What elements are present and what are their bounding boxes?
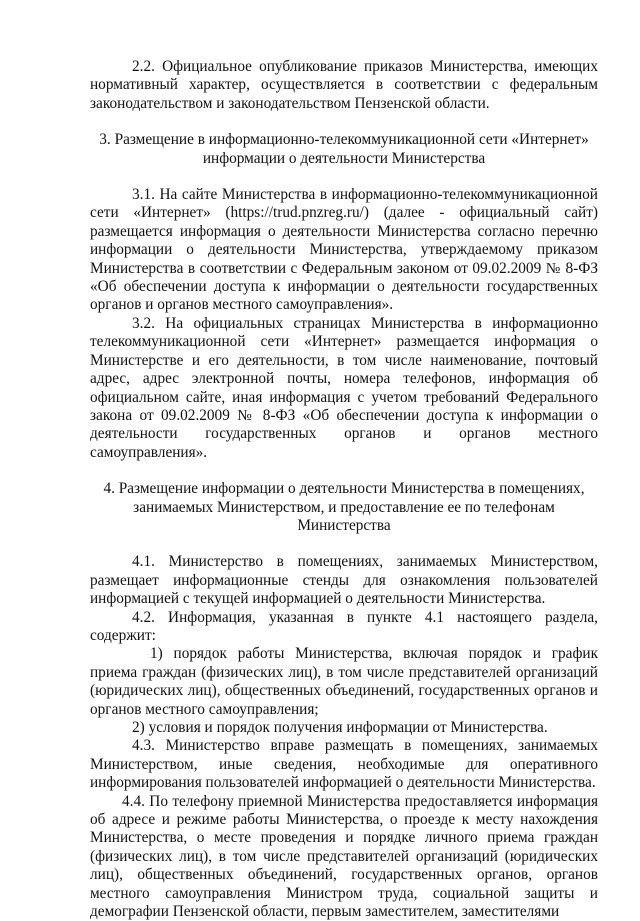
spacer xyxy=(90,462,598,480)
section-heading-3: 3. Размещение в информационно-телекоммуникационной сети «Интернет» информации о деятельности Министерства xyxy=(99,131,589,167)
document-page xyxy=(90,58,598,921)
spacer xyxy=(90,113,598,131)
paragraph-4-4: 4.4. По телефону приемной Министерства предоставляется информация об адресе и режиме работы Министерства, о проезде к месту нахождения Министерства, о месте проведения и порядке личного приема граждан (физических лиц), в том числе представителей организаций (юридических лиц), общественных объединений, государственных органов, органов местного самоуправления Министром труда, социальной защиты и демографии Пензенской области, первым заместителем, заместителями xyxy=(90,792,598,921)
paragraph-2-2: 2.2. Официальное опубликование приказов Министерства, имеющих нормативный характер, осуществляется в соответствии с федеральным законодательством и законодательством Пензенской области. xyxy=(90,58,598,112)
paragraph-4-1: 4.1. Министерство в помещениях, занимаемых Министерством, размещает информационные стенды для ознакомления пользователей информацией с текущей информацией о деятельности Министерства. xyxy=(90,553,598,608)
section-heading-4: 4. Размещение информации о деятельности Министерства в помещениях, занимаемых Министерством, и предоставление ее по телефонам Министерства xyxy=(103,480,585,534)
paragraph-3-2: 3.2. На официальных страницах Министерства в информационно телекоммуникационной сети «Интернет» размещается информация о Министерстве и его деятельности, в том числе наименование, почтовый адрес, адрес электронной почты, номера телефонов, информация об официальном сайте, иная информация с учетом требований Федерального закона от 09.02.2009 № 8-ФЗ «Об обеспечении доступа к информации о деятельности государственных органов и органов местного самоуправления». xyxy=(90,314,598,461)
paragraph-4-2: 4.2. Информация, указанная в пункте 4.1 настоящего раздела, содержит: xyxy=(90,608,598,644)
paragraph-4-2-item-2: 2) условия и порядок получения информации от Министерства. xyxy=(132,719,548,736)
paragraph-4-3: 4.3. Министерство вправе размещать в помещениях, занимаемых Министерством, иные сведения, необходимые для оперативного информирования пользователей информацией о деятельности Министерства. xyxy=(90,737,598,792)
spacer xyxy=(90,168,598,186)
paragraph-4-2-item-1: 1) порядок работы Министерства, включая порядок и график приема граждан (физических лиц), в том числе представителей организаций (юридических лиц), общественных объединений, государственных органов и органов местного самоуправления; xyxy=(90,645,598,718)
spacer xyxy=(90,535,598,553)
paragraph-3-1: 3.1. На сайте Министерства в информационно-телекоммуникационной сети «Интернет» (https://trud.pnzreg.ru/) (далее - официальный сайт) размещается информация о деятельности Министерства согласно перечню информации о деятельности Министерства, утверждаемому приказом Министерства в соответствии с Федеральным законом от 09.02.2009 № 8-ФЗ «Об обеспечении доступа к информации о деятельности государственных органов и органов местного самоуправления». xyxy=(90,186,598,314)
